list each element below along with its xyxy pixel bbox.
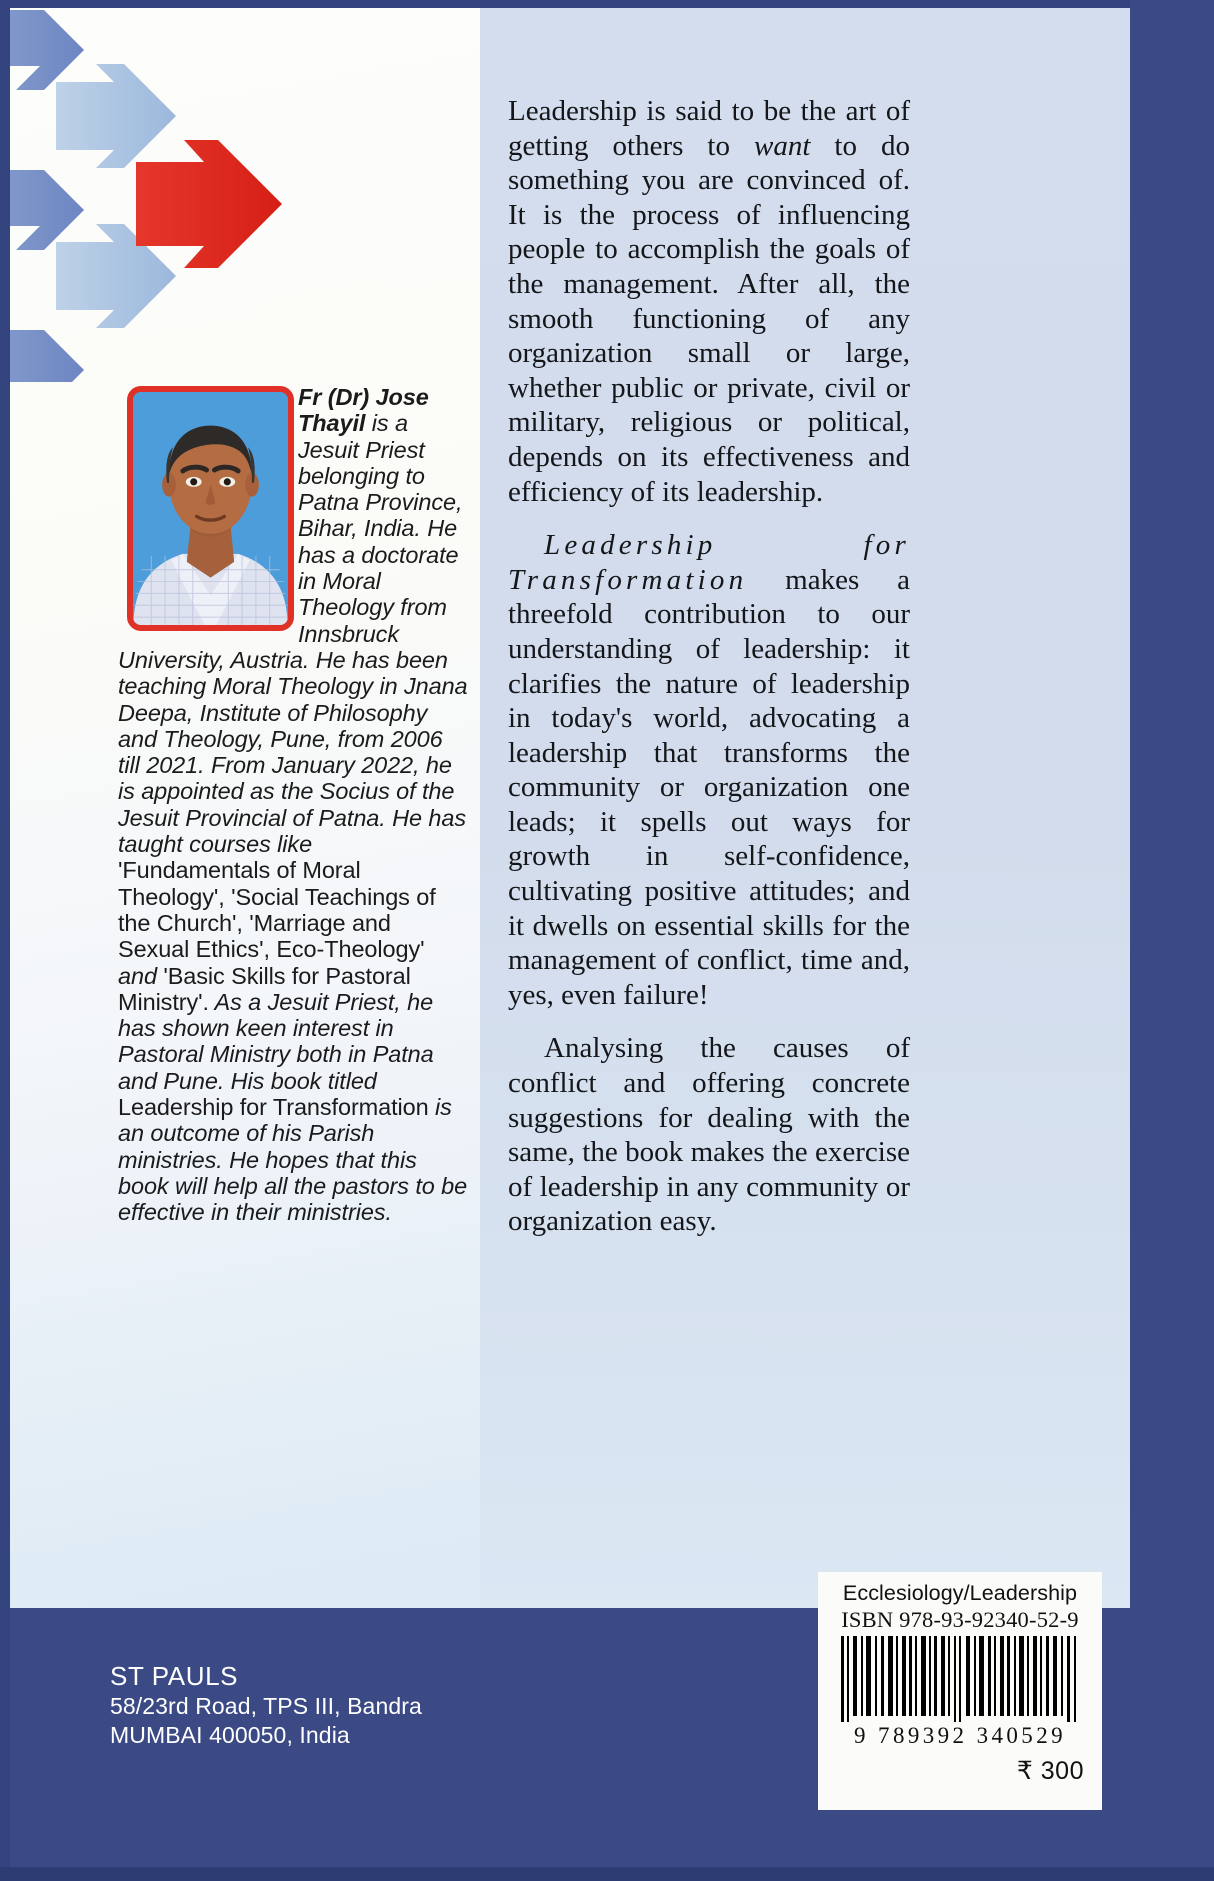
cover-frame-left [0,0,10,1881]
bio-course-list-2: 'Basic Skills for Pastoral Ministry'. [118,962,411,1015]
blurb-paragraph-1 [508,94,910,509]
bio-part-4: is an outcome of his Parish ministries. He hopes that this book will help all the pastors to be effective in their ministries. [118,1094,468,1226]
author-biography [118,384,468,1226]
isbn-barcode-block [818,1572,1102,1810]
blurb-paragraph-2 [508,528,910,1012]
blurb-panel [480,8,1130,1608]
publisher-info [110,1661,422,1750]
bio-part-2: and [118,962,164,989]
barcode-digits: 9 789392 340529 [854,1723,1066,1748]
blurb-book-title: Leadership for Transformation [508,529,910,596]
blurb-text [508,94,910,1258]
blurb-p2-body: makes a threefold contribution to our understanding of leadership: it clarifies the nature of leadership in today's world, advocating a leadership that transforms the community or organization one leads; it spells out ways for growth in self-confidence, cultivating positive attitudes; and it dwells on essential skills for the management of conflict, time and, yes, even failure! [508,563,910,1011]
publisher-address-line-1: 58/23rd Road, TPS III, Bandra [110,1693,422,1719]
photo-text-wrap-spacer [118,384,298,632]
cover-frame-bottom [0,1867,1214,1881]
price-label: ₹ 300 [1016,1757,1084,1785]
bio-book-title: Leadership for Transformation [118,1094,429,1121]
bio-part-3: As a Jesuit Priest, he has shown keen interest in Pastoral Ministry both in Patna and Pune. His book titled [118,988,434,1094]
blurb-p1-part-b: to do something you are convinced of. It is the process of influencing people to accomplish the goals of the management. After all, the smooth functioning of any organization small or large, whether public or private, civil or military, religious or political, depends on its effectiveness and efficiency of its leadership. [508,129,910,508]
publisher-address-line-2: MUMBAI 400050, India [110,1722,350,1748]
cover-frame-right [1130,0,1214,1881]
blurb-paragraph-3: Analysing the causes of conflict and offering concrete suggestions for dealing with the same, the book makes the exercise of leadership in any community or organization easy. [508,1032,910,1238]
author-panel [10,8,480,1608]
bio-part-1: is a Jesuit Priest belonging to Patna Province, Bihar, India. He has a doctorate in Moral Theology from Innsbruck University, Austria. He has been teaching Moral Theology in Jnana Deepa, Institute of Philosophy and Theology, Pune, from 2006 till 2021. From January 2022, he is appointed as the Socius of the Jesuit Provincial of Patna. He has taught courses like [118,410,468,858]
barcode-icon [835,1636,1085,1722]
isbn-number: ISBN 978-93-92340-52-9 [841,1607,1079,1632]
publisher-name: ST PAULS [110,1661,239,1691]
blurb-p1-part-a: Leadership is said to be the art of getting others to [508,95,910,162]
blurb-emphasis-want: want [754,129,811,162]
author-name: Fr (Dr) Jose Thayil [298,384,429,437]
book-category: Ecclesiology/Leadership [842,1581,1078,1605]
arrows-graphic [10,8,296,382]
bio-course-list-1: 'Fundamentals of Moral Theology', 'Social Teachings of the Church', 'Marriage and Sexual Ethics', Eco-Theology' [118,857,436,963]
cover-frame-top [0,0,1214,8]
